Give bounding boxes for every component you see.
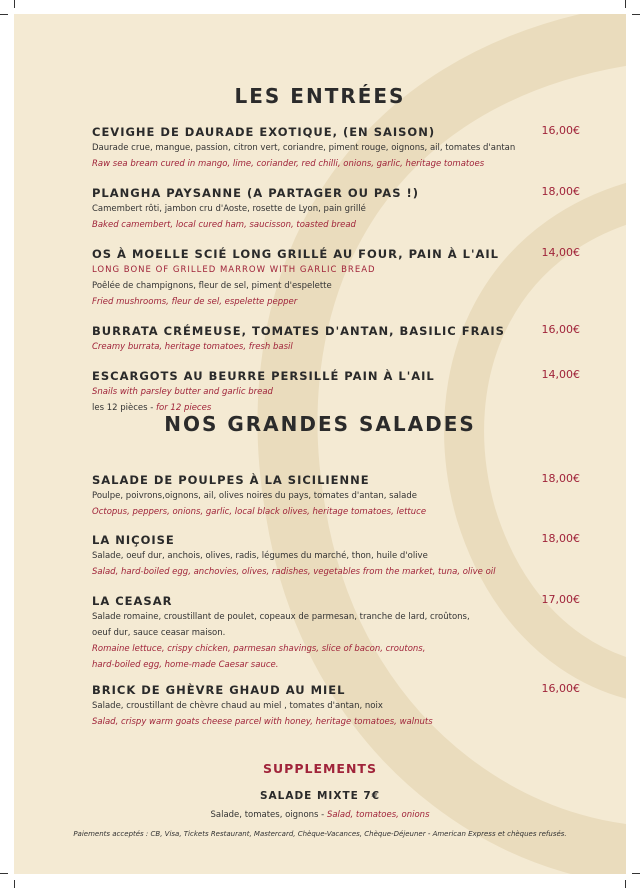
item-description-fr: Salade, oeuf dur, anchois, olives, radis, légumes du marché, thon, huile d'olive (92, 551, 428, 561)
item-description-en-line2: hard-boiled egg, home-made Caesar sauce. (92, 660, 279, 670)
crop-mark (625, 880, 626, 888)
item-description-en: Salad, hard-boiled egg, anchovies, olives, radishes, vegetables from the market, tuna, olive oil (92, 567, 496, 577)
section-title-entrees: LES ENTRÉES (234, 84, 406, 108)
supplement-description (14, 807, 626, 823)
menu-item (92, 124, 592, 172)
item-description-fr: Poêlée de champignons, fleur de sel, piment d'espelette (92, 281, 332, 291)
menu-item (92, 246, 592, 310)
crop-mark (14, 0, 15, 8)
item-name: CEVIGHE DE DAURADE EXOTIQUE, (EN SAISON) (92, 125, 436, 139)
menu-item (92, 682, 592, 730)
item-subtitle-en: LONG BONE OF GRILLED MARROW WITH GARLIC BREAD (92, 265, 376, 275)
item-description-fr-line2: oeuf dur, sauce ceasar maison. (92, 628, 226, 638)
crop-mark (14, 880, 15, 888)
item-name: SALADE DE POULPES À LA SICILIENNE (92, 473, 370, 487)
item-name: BURRATA CRÉMEUSE, TOMATES D'ANTAN, BASILIC FRAIS (92, 324, 505, 338)
item-price: 14,00€ (541, 246, 580, 259)
item-price: 16,00€ (541, 682, 580, 695)
item-description-fr: Camembert rôti, jambon cru d'Aoste, rosette de Lyon, pain grillé (92, 204, 366, 214)
item-price: 18,00€ (541, 185, 580, 198)
item-description-fr: Poulpe, poivrons,oignons, ail, olives noires du pays, tomates d'antan, salade (92, 491, 418, 501)
crop-mark (0, 14, 8, 15)
item-name: PLANGHA PAYSANNE (A PARTAGER OU PAS !) (92, 186, 419, 200)
quantity-en: for 12 pieces (156, 403, 212, 413)
item-description-en: Octopus, peppers, onions, garlic, local black olives, heritage tomatoes, lettuce (92, 507, 427, 517)
item-name: LA NIÇOISE (92, 533, 175, 547)
item-name: ESCARGOTS AU BEURRE PERSILLÉ PAIN À L'AIL (92, 369, 435, 383)
item-description-en: Romaine lettuce, crispy chicken, parmesan shavings, slice of bacon, croutons, (92, 644, 426, 654)
menu-item (92, 185, 592, 233)
item-description-fr: Salade romaine, croustillant de poulet, copeaux de parmesan, tranche de lard, croûtons, (92, 612, 470, 622)
crop-mark (632, 14, 640, 15)
menu-page (14, 14, 626, 874)
item-description-en: Raw sea bream cured in mango, lime, coriander, red chilli, onions, garlic, heritage tomatoes (92, 159, 485, 169)
item-description-en: Baked camembert, local cured ham, saucisson, toasted bread (92, 220, 356, 230)
supplements-title: SUPPLEMENTS (263, 761, 377, 776)
supplement-item-name: SALADE MIXTE 7€ (259, 790, 381, 802)
quantity-fr: les 12 pièces - (92, 403, 157, 413)
payment-note: Paiements acceptés : CB, Visa, Tickets Restaurant, Mastercard, Chèque-Vacances, Chèque-Déjeuner - American Express et chèques refusés. (73, 830, 567, 838)
item-price: 18,00€ (541, 532, 580, 545)
item-name: BRICK DE GHÈVRE GHAUD AU MIEL (92, 683, 346, 697)
crop-mark (625, 0, 626, 8)
crop-mark (0, 873, 8, 874)
crop-mark (632, 873, 640, 874)
item-description-en: Fried mushrooms, fleur de sel, espelette pepper (92, 297, 298, 307)
item-price: 16,00€ (541, 124, 580, 137)
item-description-fr: Salade, croustillant de chèvre chaud au miel , tomates d'antan, noix (92, 701, 383, 711)
item-description-en: Salad, crispy warm goats cheese parcel with honey, heritage tomatoes, walnuts (92, 717, 433, 727)
supplement-en: Salad, tomatoes, onions (326, 810, 430, 820)
item-price: 16,00€ (541, 323, 580, 336)
supplement-fr: Salade, tomates, oignons - (210, 810, 327, 820)
item-name: LA CEASAR (92, 594, 173, 608)
item-price: 17,00€ (541, 593, 580, 606)
menu-item (92, 472, 592, 520)
menu-item (92, 323, 592, 355)
item-price: 14,00€ (541, 368, 580, 381)
item-name: OS À MOELLE SCIÉ LONG GRILLÉ AU FOUR, PAIN À L'AIL (92, 247, 500, 261)
item-description-en: Snails with parsley butter and garlic bread (92, 387, 273, 397)
item-price: 18,00€ (541, 472, 580, 485)
menu-item (92, 593, 592, 673)
section-title-salades: NOS GRANDES SALADES (164, 412, 476, 436)
item-description-fr: Daurade crue, mangue, passion, citron vert, coriandre, piment rouge, oignons, ail, tomates d'antan (92, 143, 516, 153)
item-description-en: Creamy burrata, heritage tomatoes, fresh basil (92, 342, 293, 352)
menu-item (92, 532, 592, 580)
menu-item (92, 368, 592, 416)
